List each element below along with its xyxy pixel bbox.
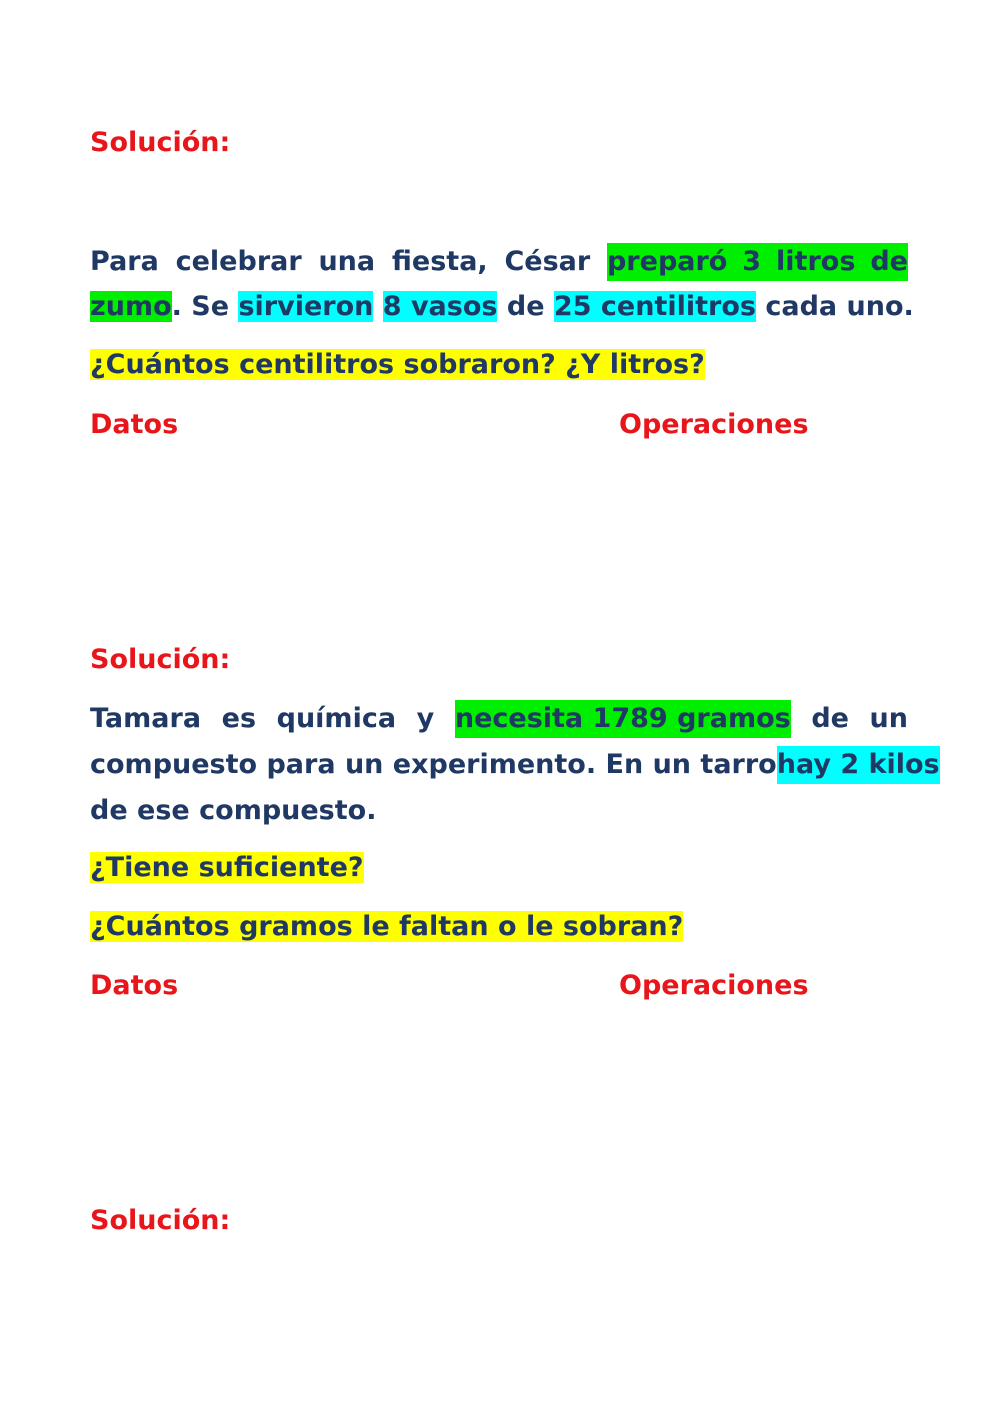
question-2a (90, 849, 364, 887)
highlight-centilitros: 25 centilitros (553, 291, 756, 322)
highlight-needed-grams: necesita 1789 gramos (455, 700, 791, 738)
word: César (504, 246, 591, 277)
word: 3 (742, 246, 762, 277)
highlight-prepared-quantity (607, 243, 908, 281)
solution-label-1: Solución: (90, 127, 231, 158)
highlight-vasos: 8 vasos (382, 291, 498, 322)
word: química (276, 703, 397, 734)
text: compuesto para un experimento. En un tarro (90, 749, 777, 780)
word: de (811, 703, 849, 734)
word: litros (776, 246, 856, 277)
data-label-1: Datos (90, 409, 179, 440)
problem-2-line-1 (90, 700, 908, 738)
word: y (416, 703, 435, 734)
operations-label-1: Operaciones (619, 409, 809, 440)
question-2b (90, 908, 683, 946)
highlight-available-kilos: hay 2 kilos (777, 746, 940, 784)
word: Para (90, 246, 159, 277)
data-label-2: Datos (90, 970, 179, 1001)
question-1 (90, 346, 705, 384)
question-highlight: ¿Tiene suficiente? (90, 852, 364, 883)
problem-2-line-2 (90, 746, 940, 784)
solution-label-3: Solución: (90, 1205, 231, 1236)
word: un (869, 703, 908, 734)
word: preparó (606, 246, 728, 277)
word: una (318, 246, 376, 277)
word: Tamara (90, 703, 202, 734)
question-highlight: ¿Cuántos centilitros sobraron? ¿Y litros? (90, 349, 705, 380)
word: es (221, 703, 257, 734)
word: de (870, 246, 908, 277)
highlight-zumo: zumo (90, 291, 172, 322)
problem-2-line-3: de ese compuesto. (90, 795, 377, 826)
text (373, 291, 382, 322)
text: . Se (171, 291, 239, 322)
solution-label-2: Solución: (90, 644, 231, 675)
question-highlight: ¿Cuántos gramos le faltan o le sobran? (90, 911, 684, 942)
text: cada uno. (755, 291, 914, 322)
problem-1-line-2 (90, 288, 914, 326)
problem-1-line-1 (90, 243, 908, 281)
word: celebrar (175, 246, 302, 277)
word: fiesta, (391, 246, 488, 277)
highlight-sirvieron: sirvieron (238, 291, 374, 322)
text: de (497, 291, 554, 322)
operations-label-2: Operaciones (619, 970, 809, 1001)
